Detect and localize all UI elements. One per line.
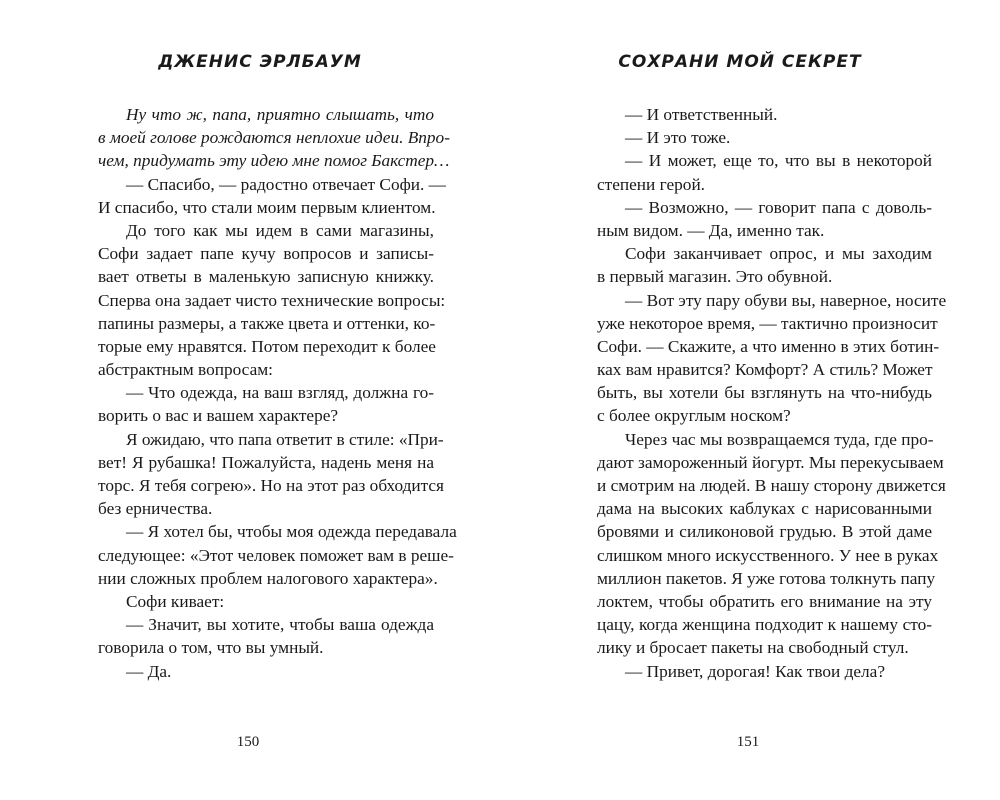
left-page-body-text xyxy=(98,103,457,683)
text-line: — Я хотел бы, чтобы моя одежда передавала xyxy=(126,522,457,542)
text-line: в первый магазин. Это обувной. xyxy=(597,267,833,287)
page-number-right: 151 xyxy=(736,734,760,750)
text-line: — И может, еще то, что вы в некоторой xyxy=(625,151,932,171)
text-line: — И ответственный. xyxy=(625,105,778,124)
text-line: Я ожидаю, что папа ответит в стиле: «При- xyxy=(126,429,444,449)
text-line: — Да. xyxy=(126,661,172,681)
text-line: Софи. — Скажите, а что именно в этих ботин- xyxy=(597,336,940,356)
text-line: Софи заканчивает опрос, и мы заходим xyxy=(625,244,932,264)
text-line: дают замороженный йогурт. Мы перекусываем xyxy=(597,452,944,472)
text-line: вает ответы в маленькую записную книжку. xyxy=(98,267,434,287)
text-line: быть, вы хотели бы взглянуть на что-нибудь xyxy=(597,383,932,403)
text-line: следующее: «Этот человек поможет вам в реше- xyxy=(98,545,454,565)
text-line: степени герой. xyxy=(597,174,706,194)
running-head-title: СОХРАНИ МОЙ СЕКРЕТ xyxy=(618,52,862,72)
text-line: ным видом. — Да, именно так. xyxy=(597,220,825,240)
text-line: в моей голове рождаются неплохие идеи. Впро- xyxy=(98,128,450,148)
text-line: без ерничества. xyxy=(98,499,213,519)
text-line: уже некоторое время, — тактично произносит xyxy=(597,313,938,333)
text-line: Софи задает папе кучу вопросов и записы- xyxy=(98,244,434,264)
text-line: — Вот эту пару обуви вы, наверное, носите xyxy=(625,290,947,310)
text-line: чем, придумать эту идею мне помог Бакстер… xyxy=(98,151,450,171)
right-page-body-text xyxy=(597,103,947,683)
text-line: нии сложных проблем налогового характера». xyxy=(98,568,438,588)
page-number-left: 150 xyxy=(236,734,260,750)
text-line: ворить о вас и вашем характере? xyxy=(98,406,339,426)
text-line: бровями и силиконовой грудью. В этой даме xyxy=(597,522,932,542)
text-line: Ну что ж, папа, приятно слышать, что xyxy=(126,105,434,124)
text-line: До того как мы идем в сами магазины, xyxy=(126,220,434,240)
text-line: — Спасибо, — радостно отвечает Софи. — xyxy=(126,174,446,194)
text-line: миллион пакетов. Я уже готова толкнуть папу xyxy=(597,568,936,588)
text-line: с более округлым носком? xyxy=(597,406,791,426)
text-line: И спасибо, что стали моим первым клиентом. xyxy=(98,197,436,217)
text-line: торс. Я тебя согрею». Но на этот раз обходится xyxy=(98,476,445,495)
text-line: вет! Я рубашка! Пожалуйста, надень меня на xyxy=(98,452,434,472)
text-line: — Что одежда, на ваш взгляд, должна го- xyxy=(126,383,434,403)
text-line: цацу, когда женщина подходит к нашему сто- xyxy=(597,615,932,635)
text-line: Через час мы возвращаемся туда, где про- xyxy=(625,429,934,449)
text-line: — Возможно, — говорит папа с доволь- xyxy=(625,197,932,217)
running-head-author: ДЖЕНИС ЭРЛБАУМ xyxy=(158,52,362,72)
text-line: абстрактным вопросам: xyxy=(98,360,273,380)
text-line: папины размеры, а также цвета и оттенки, ко- xyxy=(98,313,436,333)
text-line: торые ему нравятся. Потом переходит к более xyxy=(98,336,436,356)
text-line: Софи кивает: xyxy=(126,591,225,611)
text-line: — Привет, дорогая! Как твои дела? xyxy=(625,661,886,681)
text-line: дама на высоких каблуках с нарисованными xyxy=(597,499,932,519)
text-line: говорила о том, что вы умный. xyxy=(98,638,324,658)
text-line: лику и бросает пакеты на свободный стул. xyxy=(597,638,909,658)
text-line: — И это тоже. xyxy=(625,128,731,148)
text-line: локтем, чтобы обратить его внимание на эту xyxy=(597,591,932,611)
text-line: слишком много искусственного. У нее в руках xyxy=(597,545,939,565)
text-line: Сперва она задает чисто технические вопросы: xyxy=(98,290,446,310)
right-page xyxy=(500,0,1000,800)
text-line: — Значит, вы хотите, чтобы ваша одежда xyxy=(126,615,434,635)
text-line: и смотрим на людей. В нашу сторону движется xyxy=(597,476,946,495)
text-line: ках вам нравится? Комфорт? А стиль? Может xyxy=(597,360,933,380)
